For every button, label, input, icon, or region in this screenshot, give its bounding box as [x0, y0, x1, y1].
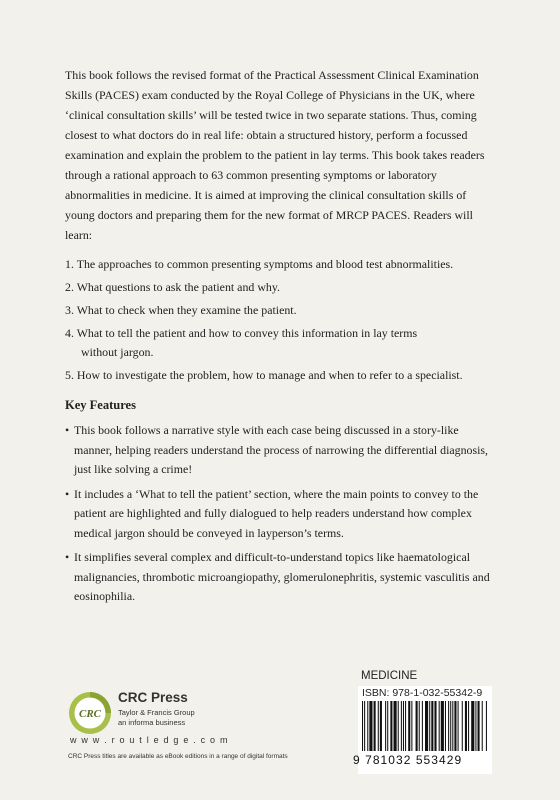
- barcode-bar: [429, 701, 430, 751]
- publisher-group: Taylor & Francis Group: [118, 708, 195, 717]
- learn-point-text: What to tell the patient and how to convey this information in lay terms: [76, 326, 418, 340]
- barcode-bar: [452, 701, 453, 751]
- barcode-bar: [387, 701, 388, 751]
- barcode-bar: [374, 701, 376, 751]
- barcode-bar: [475, 701, 476, 751]
- bullet-icon: •: [65, 486, 70, 501]
- learn-point: [65, 366, 497, 385]
- key-feature-item: [65, 421, 497, 480]
- barcode-bar: [385, 701, 386, 751]
- barcode-bar: [425, 701, 428, 751]
- barcode-bar: [419, 701, 420, 751]
- barcode-bar: [398, 701, 399, 751]
- barcode-digits: 9 781032 553429: [353, 753, 463, 767]
- barcode-bar: [454, 701, 456, 751]
- key-feature-text: This book follows a narrative style with each case being discussed in a story-like manner, helping readers understand the process of narrowing the differential diagnosis, just like solving a crime!: [74, 423, 489, 476]
- learn-point-number: 1.: [65, 257, 74, 271]
- barcode-bars: [362, 701, 488, 753]
- learn-point: [65, 324, 497, 362]
- learn-point: [65, 278, 497, 297]
- key-feature-text: It includes a ‘What to tell the patient’ section, where the main points to convey to the patient are highlighted and fully dialogued to help readers understand how complex medical jargon should be conveyed in layperson’s terms.: [74, 486, 479, 540]
- key-feature-item: [65, 485, 497, 544]
- bullet-icon: •: [65, 550, 70, 564]
- barcode-bar: [445, 701, 446, 751]
- learn-point-text-continued: without jargon.: [81, 345, 154, 359]
- barcode-bar: [369, 701, 372, 751]
- crc-press-logo: [67, 690, 113, 736]
- learn-point: [65, 301, 497, 320]
- learn-point-text: What questions to ask the patient and why.: [76, 280, 280, 294]
- subject-category: MEDICINE: [361, 670, 418, 682]
- barcode-bar: [462, 701, 463, 751]
- barcode-bar: [401, 701, 402, 751]
- barcode-bar: [367, 701, 368, 751]
- learn-point-number: 3.: [65, 303, 74, 317]
- key-feature-text: It simplifies several complex and difficult-to-understand topics like haematological malignancies, thrombotic microangiopathy, glomerulonephritis, systemic vasculitis and eosinophilia.: [74, 550, 490, 603]
- learn-point-number: 2.: [65, 280, 74, 294]
- barcode-bar: [441, 701, 444, 751]
- key-features-list: [65, 421, 497, 612]
- barcode-bar: [394, 701, 397, 751]
- learn-point-text: The approaches to common presenting symptoms and blood test abnormalities.: [76, 257, 454, 271]
- barcode-bar: [458, 701, 459, 751]
- publisher-tagline: an informa business: [118, 718, 186, 727]
- learn-point-number: 5.: [65, 368, 74, 382]
- barcode-bar: [403, 701, 404, 751]
- barcode-bar: [378, 701, 379, 751]
- publisher-website: w w w . r o u t l e d g e . c o m: [70, 735, 229, 745]
- book-description: This book follows the revised format of the Practical Assessment Clinical Examination Skills (PACES) exam conducted by the Royal College of Physicians in the UK, where ‘clinical consultation skills’ will be tested twice in two separate stations. Thus, coming closest to what doctors do in real life: obtain a structured history, perform a focussed examination and explain the problem to the patient in lay terms. This book takes readers through a rational approach to 63 common presenting symptoms or laboratory abnormalities in medicine. It is aimed at improving the clinical consultation skills of young doctors and preparing them for the new format of MRCP PACES. Readers will learn:: [65, 68, 485, 242]
- ebook-note: CRC Press titles are available as eBook editions in a range of digital formats: [68, 753, 288, 760]
- barcode-bar: [471, 701, 474, 751]
- learn-point-text: How to investigate the problem, how to manage and when to refer to a specialist.: [76, 368, 463, 382]
- learn-point-text: What to check when they examine the patient.: [76, 303, 297, 317]
- key-feature-item: [65, 548, 497, 607]
- barcode-bar: [465, 701, 467, 751]
- barcode-bar: [450, 701, 451, 751]
- learn-points-list: [65, 255, 497, 389]
- barcode-bar: [486, 701, 487, 751]
- key-features-heading: Key Features: [65, 398, 136, 412]
- barcode-bar: [422, 701, 423, 751]
- barcode-bar: [431, 701, 433, 751]
- bullet-icon: •: [65, 423, 70, 437]
- barcode-bar: [434, 701, 436, 751]
- learn-point: [65, 255, 497, 274]
- barcode-bar: [416, 701, 418, 751]
- publisher-name: CRC Press: [118, 690, 188, 705]
- barcode-bar: [362, 701, 363, 751]
- barcode-bar: [405, 701, 406, 751]
- barcode-bar: [439, 701, 440, 751]
- barcode-bar: [468, 701, 469, 751]
- barcode-bar: [390, 701, 392, 751]
- barcode-bar: [411, 701, 412, 751]
- barcode-bar: [408, 701, 410, 751]
- barcode-bar: [478, 701, 480, 751]
- crc-logo-text: CRC: [78, 708, 102, 720]
- barcode-bar: [380, 701, 382, 751]
- learn-point-number: 4.: [65, 326, 74, 340]
- isbn-label: ISBN: 978-1-032-55342-9: [362, 687, 483, 699]
- barcode-bar: [448, 701, 449, 751]
- barcode-bar: [482, 701, 483, 751]
- barcode-bar: [364, 701, 365, 751]
